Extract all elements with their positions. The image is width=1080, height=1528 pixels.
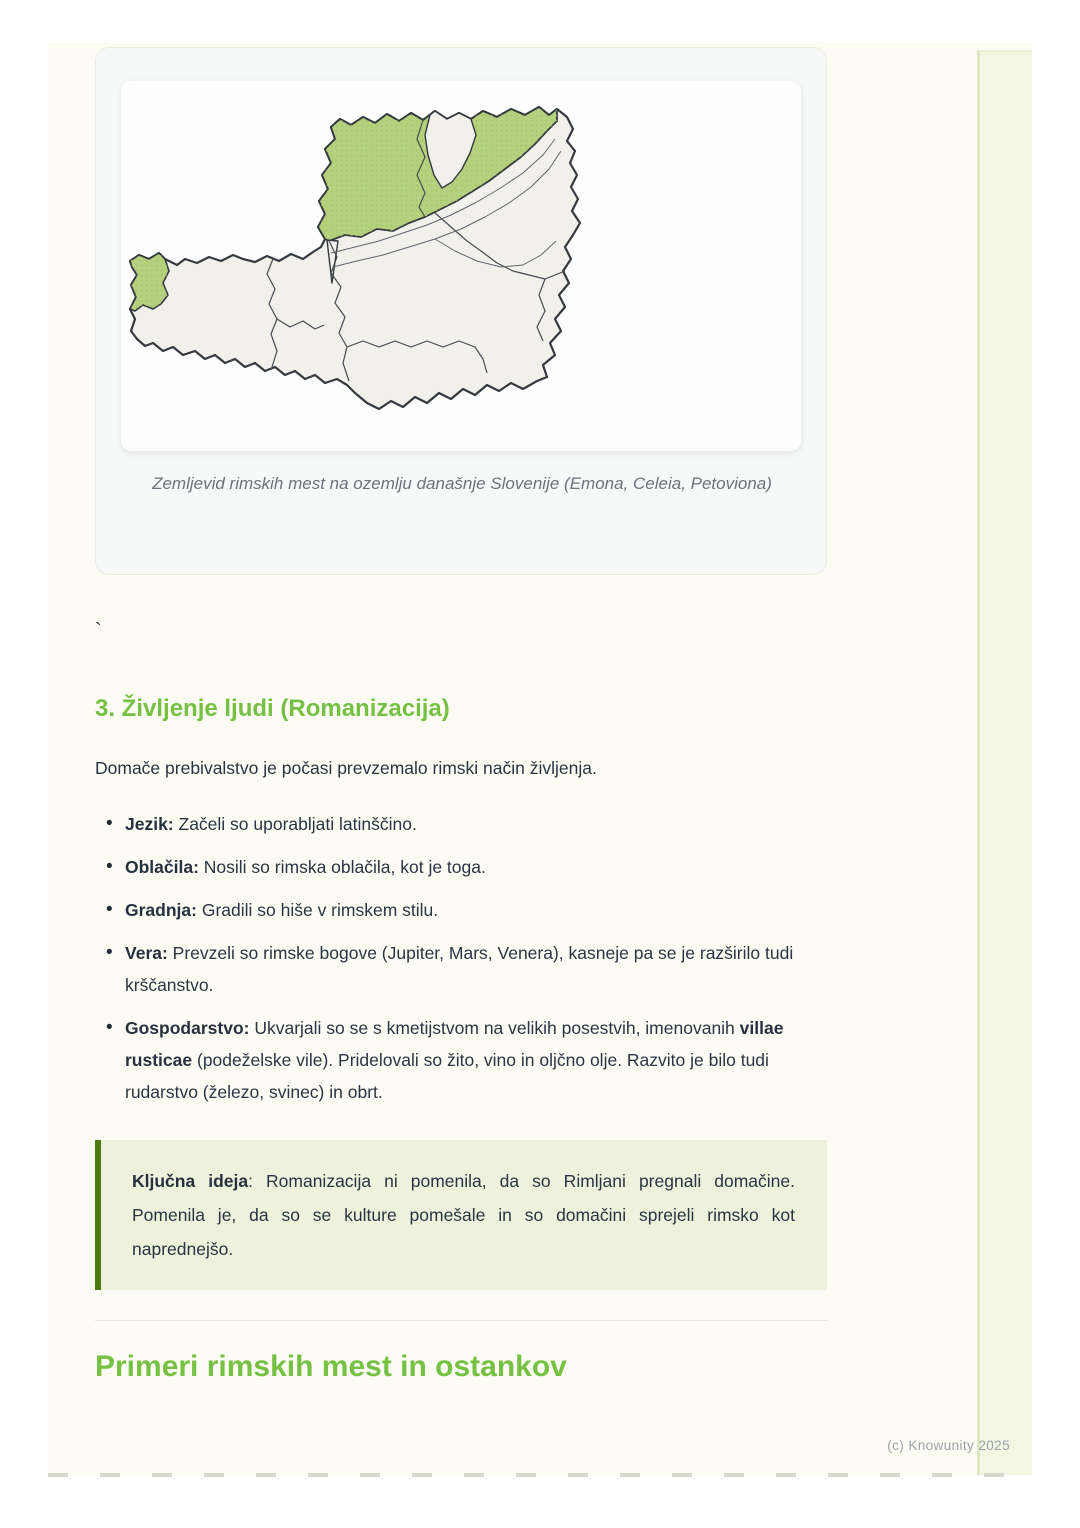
page-heading-primeri: Primeri rimskih mest in ostankov: [95, 1350, 567, 1383]
key-idea-label: Ključna ideja: [132, 1171, 249, 1191]
right-accent-strip: [977, 50, 1032, 1475]
map-image-card: [121, 81, 801, 451]
austria-map: [125, 89, 583, 421]
key-idea-body: : Romanizacija ni pomenila, da so Rimljani pregnali domačine. Pomenila je, da so se kulture pomešale in so domačini sprejeli rimsko kot naprednejšo.: [132, 1171, 795, 1259]
map-caption: Zemljevid rimskih mest na ozemlju današnje Slovenije (Emona, Celeia, Petoviona): [152, 474, 772, 493]
section-intro-paragraph: Domače prebivalstvo je počasi prevzemalo rimski način življenja.: [95, 758, 597, 778]
document-page: [48, 42, 1032, 1475]
bullet-item: • Oblačila: Nosili so rimska oblačila, kot je toga.: [125, 851, 825, 883]
map-figure-card: [95, 47, 827, 575]
bullet-item: • Jezik: Začeli so uporabljati latinščino.: [125, 808, 825, 840]
section-divider: [95, 1320, 827, 1321]
bullet-item: • Gospodarstvo: Ukvarjali so se s kmetijstvom na velikih posestvih, imenovanih villae rusticae (podeželske vile). Pridelovali so žito, vino in oljčno olje. Razvito je bilo tudi rudarstvo (železo, svinec) in obrt.: [125, 1012, 825, 1108]
stray-backtick: `: [95, 620, 102, 642]
section-heading-romanizacija: 3. Življenje ljudi (Romanizacija): [95, 695, 450, 722]
romanization-bullet-list: [95, 808, 835, 1119]
copyright-text: (c) Knowunity 2025: [887, 1438, 1010, 1453]
bullet-item: • Gradnja: Gradili so hiše v rimskem stilu.: [125, 894, 825, 926]
key-idea-box: [95, 1140, 827, 1290]
key-idea-text: [132, 1164, 795, 1266]
bullet-item: • Vera: Prevzeli so rimske bogove (Jupiter, Mars, Venera), kasneje pa se je razširilo tudi krščanstvo.: [125, 937, 825, 1001]
